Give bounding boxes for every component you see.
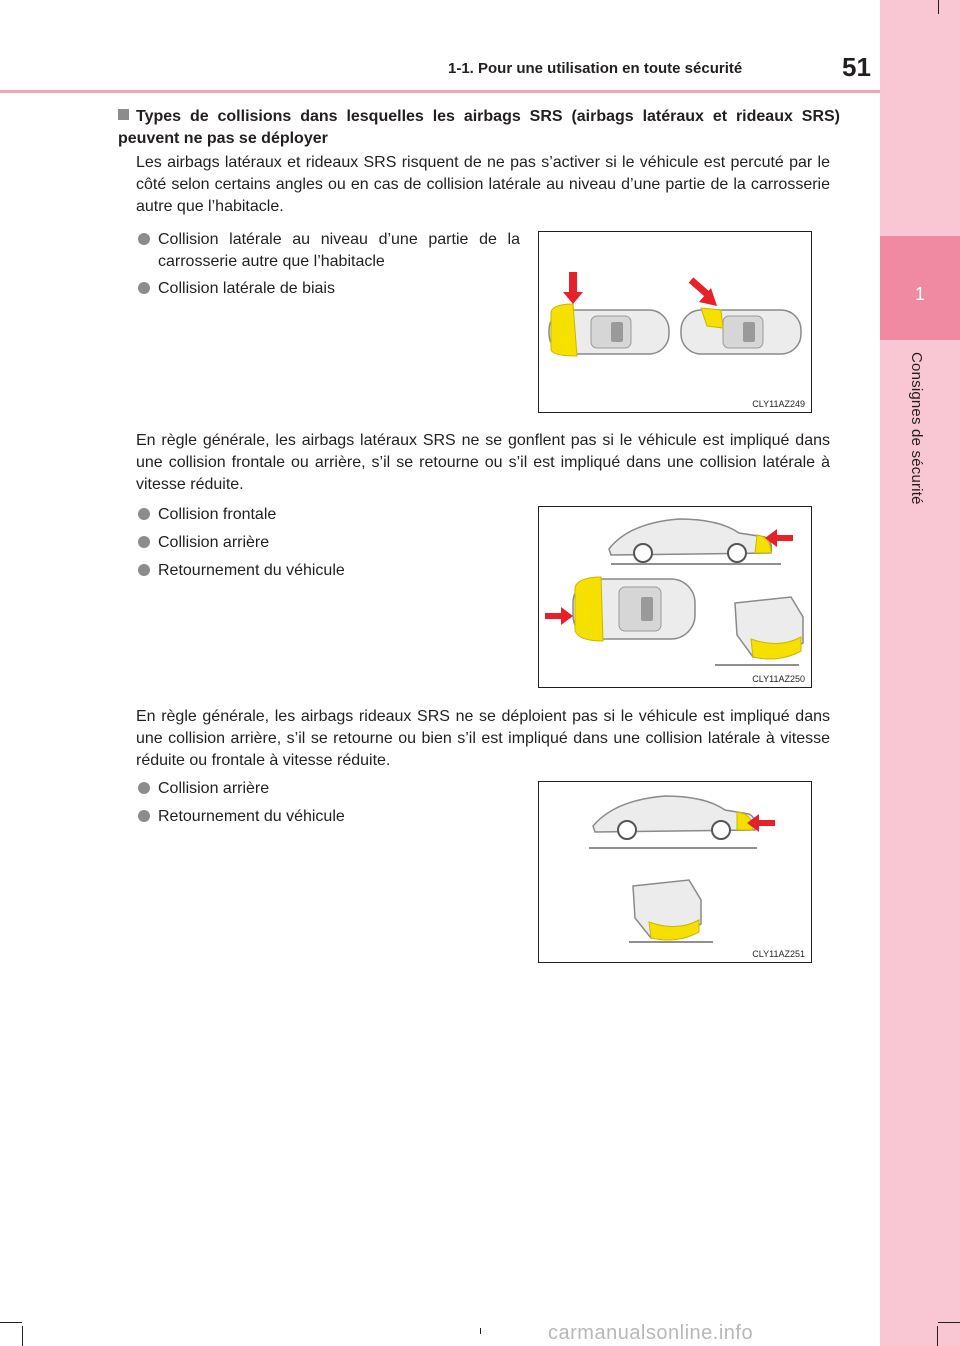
chapter-label: Consignes de sécurité [908,352,925,505]
list-item: Collision arrière [136,778,269,800]
section-heading [118,106,840,150]
figure-rear-rollover [538,781,812,963]
paragraph: En règle générale, les airbags rideaux SRS ne se déploient pas si le véhicule est impliqué dans une collision arrière, s’il se retourne ou bien s’il est impliqué dans une collision latérale à vitesse réduite ou frontale à vitesse réduite. [136,708,830,769]
page-number: 51 [842,52,871,82]
list-item: Retournement du véhicule [136,560,345,582]
bullet-icon [138,564,150,576]
figure-code: CLY11AZ250 [752,674,805,684]
car-top-view-icon [573,577,695,641]
list-item: Collision arrière [136,532,269,554]
section-heading-text: Types de collisions dans lesquelles les airbags SRS (airbags latéraux et rideaux SRS) peuvent ne pas se déployer [118,108,840,147]
figure-front-rear-rollover [538,506,812,688]
figure-side-impact [538,231,812,413]
watermark: carmanualsonline.info [548,1322,754,1344]
header-rule [0,90,880,93]
collision-illustration [539,782,811,962]
bullet-icon [138,233,150,245]
list-item: Collision frontale [136,504,276,526]
intro-paragraph: Les airbags latéraux et rideaux SRS risquent de ne pas s’activer si le véhicule est percuté par le côté selon certains angles ou en cas de collision latérale au niveau d’une partie de la carrosserie autre que l’habitacle. [136,154,830,215]
paragraph: En règle générale, les airbags latéraux SRS ne se gonflent pas si le véhicule est impliqué dans une collision frontale ou arrière, s’il se retourne ou s’il est impliqué dans une collision latérale à vitesse réduite. [136,432,830,493]
bullet-icon [138,508,150,520]
crop-mark [480,1328,481,1334]
collision-illustration [539,507,811,687]
side-impact-illustration [539,232,811,412]
bullet-icon [138,536,150,548]
car-side-view-icon [609,519,771,562]
square-bullet-icon [118,109,129,120]
list-item: Collision latérale au niveau d’une partie de la carrosserie autre que l’habitacle [136,229,520,273]
car-side-view-icon [593,796,755,839]
crop-mark [938,0,939,14]
list-item: Collision latérale de biais [136,278,335,300]
crop-mark [22,1326,23,1346]
crop-mark [0,1322,22,1323]
crop-mark [938,1322,960,1323]
car-top-view-icon [549,304,669,356]
arrow-icon [545,607,573,625]
arrow-icon [691,280,717,306]
chapter-number: 1 [914,284,925,304]
car-top-view-icon [681,308,801,354]
section-title: 1-1. Pour une utilisation en toute sécurité [448,60,743,77]
bullet-icon [138,810,150,822]
rollover-car-icon [633,880,701,940]
figure-code: CLY11AZ251 [752,949,805,959]
side-band [880,0,960,1346]
list-item: Retournement du véhicule [136,806,345,828]
crop-mark [937,1326,938,1346]
figure-code: CLY11AZ249 [752,399,805,409]
chapter-tab[interactable] [880,236,960,340]
arrow-icon [563,272,583,304]
bullet-icon [138,782,150,794]
bullet-icon [138,282,150,294]
page-header [0,0,880,88]
rollover-car-icon [735,597,803,659]
